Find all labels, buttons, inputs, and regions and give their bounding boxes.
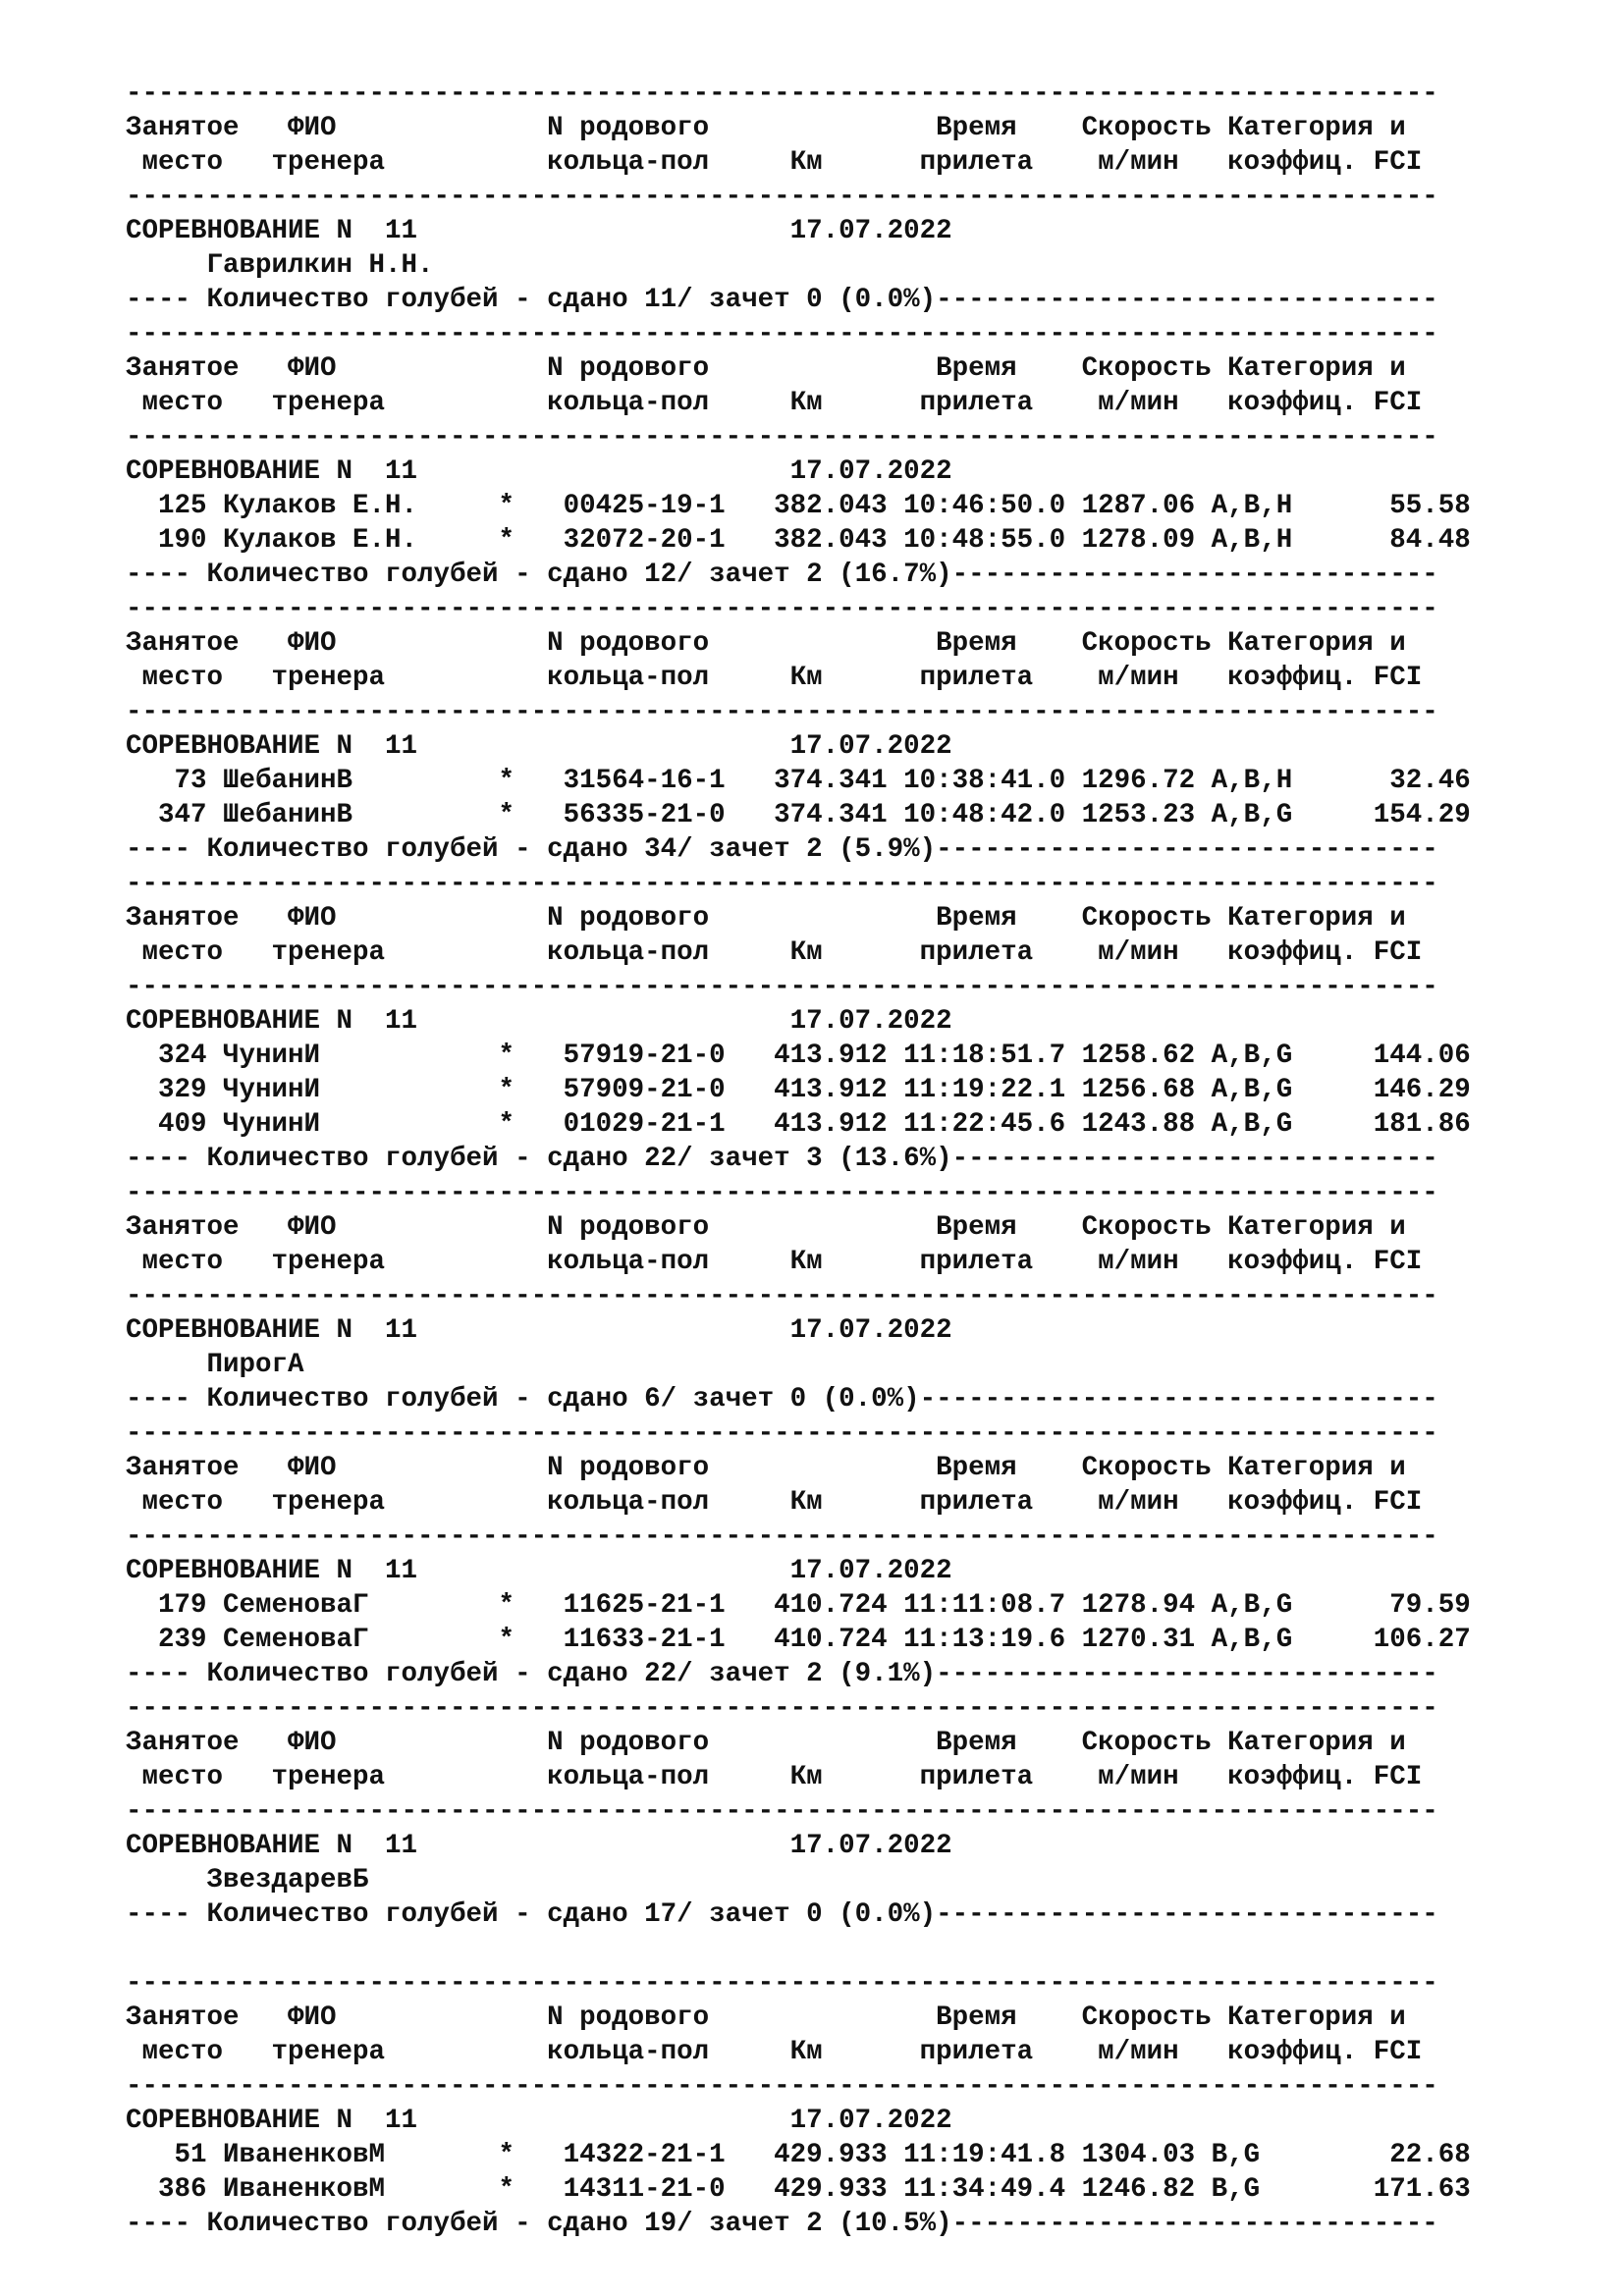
- summary-line: ---- Количество голубей - сдано 34/ зачет 2 (5.9%)-------------------------------: [126, 834, 1438, 865]
- column-header-line-2: место тренера кольца-пол Км прилета м/мин коэффиц. FCI: [126, 388, 1423, 418]
- column-header-line-2: место тренера кольца-пол Км прилета м/мин коэффиц. FCI: [126, 2037, 1423, 2067]
- separator-line: ---------------------------------------------------------------------------------: [126, 1968, 1438, 1999]
- column-header-line-2: место тренера кольца-пол Км прилета м/мин коэффиц. FCI: [126, 147, 1423, 178]
- separator-line: ---------------------------------------------------------------------------------: [126, 79, 1438, 109]
- result-row: 239 СеменоваГ * 11633-21-1 410.724 11:13:19.6 1270.31 A,B,G 106.27: [126, 1625, 1471, 1655]
- column-header-line-1: Занятое ФИО N родового Время Скорость Категория и: [126, 903, 1406, 934]
- separator-line: ---------------------------------------------------------------------------------: [126, 2071, 1438, 2102]
- column-header-line-1: Занятое ФИО N родового Время Скорость Категория и: [126, 1453, 1406, 1483]
- result-row: 190 Кулаков Е.Н. * 32072-20-1 382.043 10:48:55.0 1278.09 A,B,H 84.48: [126, 525, 1471, 556]
- result-row: 329 ЧунинИ * 57909-21-0 413.912 11:19:22.1 1256.68 A,B,G 146.29: [126, 1075, 1471, 1105]
- competition-line: СОРЕВНОВАНИЕ N 11 17.07.2022: [126, 1315, 952, 1346]
- summary-line: ---- Количество голубей - сдано 17/ зачет 0 (0.0%)-------------------------------: [126, 1899, 1438, 1930]
- separator-line: ---------------------------------------------------------------------------------: [126, 422, 1438, 453]
- result-row: 73 ШебанинВ * 31564-16-1 374.341 10:38:41.0 1296.72 A,B,H 32.46: [126, 766, 1471, 796]
- summary-line: ---- Количество голубей - сдано 6/ зачет 0 (0.0%)--------------------------------: [126, 1384, 1438, 1415]
- separator-line: ---------------------------------------------------------------------------------: [126, 1693, 1438, 1724]
- column-header-line-1: Занятое ФИО N родового Время Скорость Категория и: [126, 1728, 1406, 1758]
- summary-line: ---- Количество голубей - сдано 22/ зачет 3 (13.6%)------------------------------: [126, 1144, 1438, 1174]
- result-row: 409 ЧунинИ * 01029-21-1 413.912 11:22:45.6 1243.88 A,B,G 181.86: [126, 1109, 1471, 1140]
- result-row: 179 СеменоваГ * 11625-21-1 410.724 11:11:08.7 1278.94 A,B,G 79.59: [126, 1590, 1471, 1621]
- trainer-name-line: Гаврилкин Н.Н.: [126, 250, 434, 281]
- trainer-name-line: ПирогА: [126, 1350, 304, 1380]
- column-header-line-2: место тренера кольца-пол Км прилета м/мин коэффиц. FCI: [126, 1247, 1423, 1277]
- result-row: 51 ИваненковМ * 14322-21-1 429.933 11:19:41.8 1304.03 B,G 22.68: [126, 2140, 1471, 2170]
- separator-line: ---------------------------------------------------------------------------------: [126, 319, 1438, 349]
- competition-line: СОРЕВНОВАНИЕ N 11 17.07.2022: [126, 2106, 952, 2136]
- result-row: 324 ЧунинИ * 57919-21-0 413.912 11:18:51.7 1258.62 A,B,G 144.06: [126, 1041, 1471, 1071]
- column-header-line-1: Занятое ФИО N родового Время Скорость Категория и: [126, 1212, 1406, 1243]
- results-report: [126, 77, 1598, 2241]
- column-header-line-1: Занятое ФИО N родового Время Скорость Категория и: [126, 2002, 1406, 2033]
- column-header-line-1: Занятое ФИО N родового Время Скорость Категория и: [126, 113, 1406, 143]
- result-row: 125 Кулаков Е.Н. * 00425-19-1 382.043 10:46:50.0 1287.06 A,B,H 55.58: [126, 491, 1471, 521]
- summary-line: ---- Количество голубей - сдано 22/ зачет 2 (9.1%)-------------------------------: [126, 1659, 1438, 1689]
- competition-line: СОРЕВНОВАНИЕ N 11 17.07.2022: [126, 1831, 952, 1861]
- summary-line: ---- Количество голубей - сдано 11/ зачет 0 (0.0%)-------------------------------: [126, 285, 1438, 315]
- column-header-line-2: место тренера кольца-пол Км прилета м/мин коэффиц. FCI: [126, 937, 1423, 968]
- competition-line: СОРЕВНОВАНИЕ N 11 17.07.2022: [126, 1006, 952, 1037]
- column-header-line-2: место тренера кольца-пол Км прилета м/мин коэффиц. FCI: [126, 663, 1423, 693]
- competition-line: СОРЕВНОВАНИЕ N 11 17.07.2022: [126, 731, 952, 762]
- separator-line: ---------------------------------------------------------------------------------: [126, 972, 1438, 1002]
- competition-line: СОРЕВНОВАНИЕ N 11 17.07.2022: [126, 216, 952, 246]
- separator-line: ---------------------------------------------------------------------------------: [126, 1522, 1438, 1552]
- competition-line: СОРЕВНОВАНИЕ N 11 17.07.2022: [126, 456, 952, 487]
- result-row: 347 ШебанинВ * 56335-21-0 374.341 10:48:42.0 1253.23 A,B,G 154.29: [126, 800, 1471, 830]
- separator-line: ---------------------------------------------------------------------------------: [126, 182, 1438, 212]
- separator-line: ---------------------------------------------------------------------------------: [126, 1281, 1438, 1311]
- trainer-name-line: ЗвездаревБ: [126, 1865, 369, 1896]
- separator-line: ---------------------------------------------------------------------------------: [126, 1796, 1438, 1827]
- blank-line: [126, 1932, 1598, 1966]
- separator-line: ---------------------------------------------------------------------------------: [126, 594, 1438, 624]
- summary-line: ---- Количество голубей - сдано 19/ зачет 2 (10.5%)------------------------------: [126, 2209, 1438, 2239]
- separator-line: ---------------------------------------------------------------------------------: [126, 869, 1438, 899]
- separator-line: ---------------------------------------------------------------------------------: [126, 1178, 1438, 1208]
- separator-line: ---------------------------------------------------------------------------------: [126, 1418, 1438, 1449]
- summary-line: ---- Количество голубей - сдано 12/ зачет 2 (16.7%)------------------------------: [126, 560, 1438, 590]
- competition-line: СОРЕВНОВАНИЕ N 11 17.07.2022: [126, 1556, 952, 1586]
- column-header-line-2: место тренера кольца-пол Км прилета м/мин коэффиц. FCI: [126, 1487, 1423, 1518]
- result-row: 386 ИваненковМ * 14311-21-0 429.933 11:34:49.4 1246.82 B,G 171.63: [126, 2174, 1471, 2205]
- column-header-line-1: Занятое ФИО N родового Время Скорость Категория и: [126, 353, 1406, 384]
- separator-line: ---------------------------------------------------------------------------------: [126, 697, 1438, 727]
- column-header-line-1: Занятое ФИО N родового Время Скорость Категория и: [126, 628, 1406, 659]
- column-header-line-2: место тренера кольца-пол Км прилета м/мин коэффиц. FCI: [126, 1762, 1423, 1792]
